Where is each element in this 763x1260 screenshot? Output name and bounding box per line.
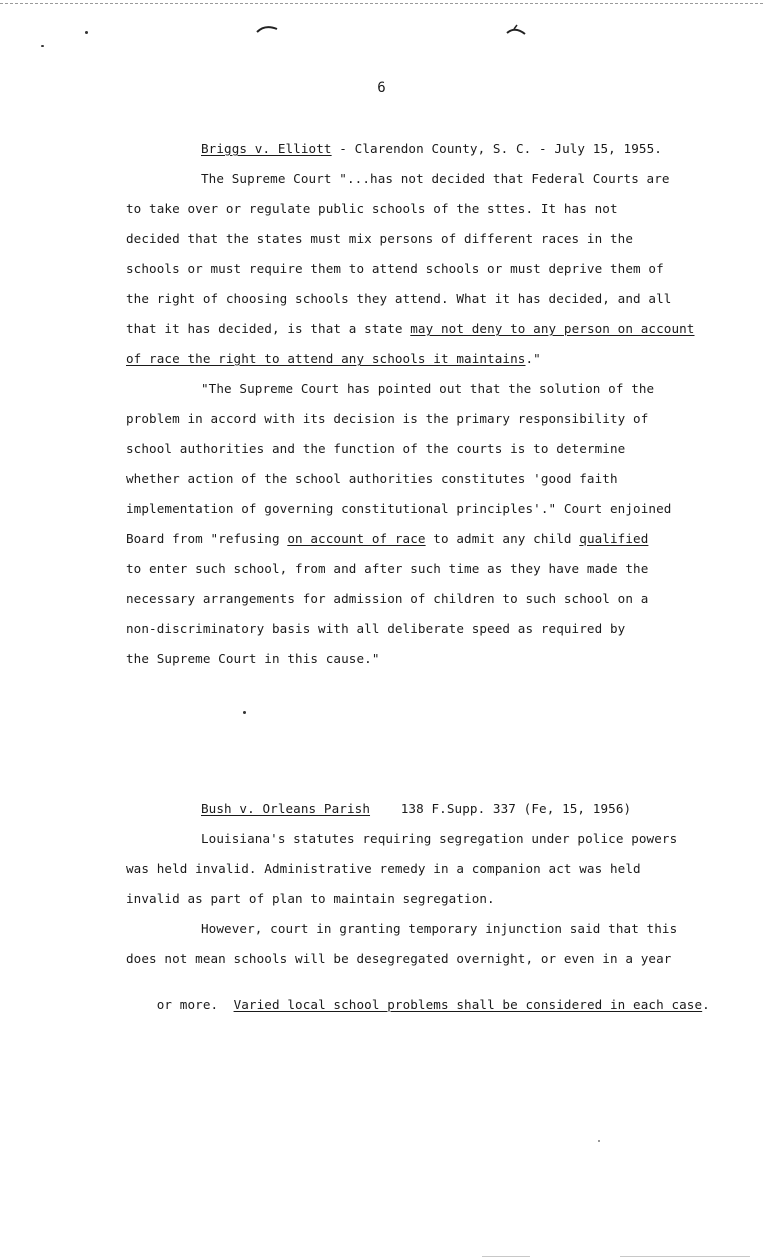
- top-perforation-edge: [0, 3, 763, 4]
- text-run: Board from "refusing: [126, 531, 288, 546]
- binder-mark-right: [505, 24, 527, 36]
- text-run: .: [702, 997, 710, 1012]
- case-name: Briggs v. Elliott: [201, 141, 332, 156]
- underlined-text: Varied local school problems shall be considered in each case: [233, 997, 703, 1012]
- paragraph-line: necessary arrangements for admission of children to such school on a: [126, 591, 649, 606]
- case-heading-bush: [201, 801, 631, 817]
- paragraph-line: decided that the states must mix persons of different races in the: [126, 231, 634, 246]
- underlined-text: qualified: [579, 531, 649, 546]
- scan-speck: [598, 1140, 600, 1142]
- paragraph-line: "The Supreme Court has pointed out that the solution of the: [201, 381, 655, 396]
- paragraph-line: implementation of governing constitutional principles'." Court enjoined: [126, 501, 672, 516]
- paragraph-line: was held invalid. Administrative remedy in a companion act was held: [126, 861, 641, 876]
- paragraph-line: the Supreme Court in this cause.": [126, 651, 380, 666]
- case-name: Bush v. Orleans Parish: [201, 801, 371, 816]
- paragraph-line: does not mean schools will be desegregated overnight, or even in a year: [126, 951, 672, 966]
- case-citation: 138 F.Supp. 337 (Fe, 15, 1956): [370, 801, 632, 816]
- scan-edge-rule: [620, 1256, 750, 1257]
- underlined-text: may not deny to any person on account: [410, 321, 695, 336]
- scan-speck: [41, 45, 44, 47]
- paragraph-line: Louisiana's statutes requiring segregation under police powers: [201, 831, 678, 846]
- scan-speck: [243, 711, 246, 714]
- paragraph-line: [126, 351, 541, 367]
- underlined-text: of race the right to attend any schools it maintains: [126, 351, 526, 366]
- underlined-text: on account of race: [287, 531, 426, 546]
- text-run: that it has decided, is that a state: [126, 321, 411, 336]
- text-run: .": [525, 351, 541, 366]
- paragraph-line: non-discriminatory basis with all deliberate speed as required by: [126, 621, 626, 636]
- paragraph-line: school authorities and the function of the courts is to determine: [126, 441, 626, 456]
- text-run: or more.: [156, 997, 234, 1012]
- paragraph-line: [126, 981, 710, 1029]
- paragraph-line: the right of choosing schools they attend. What it has decided, and all: [126, 291, 672, 306]
- page-number: 6: [377, 80, 386, 96]
- paragraph-line: problem in accord with its decision is the primary responsibility of: [126, 411, 649, 426]
- paragraph-line: [126, 531, 648, 547]
- scan-edge-rule: [482, 1256, 530, 1257]
- case-citation: - Clarendon County, S. C. - July 15, 1955.: [331, 141, 662, 156]
- paragraph-line: However, court in granting temporary injunction said that this: [201, 921, 678, 936]
- paragraph-line: schools or must require them to attend schools or must deprive them of: [126, 261, 664, 276]
- paragraph-line: to enter such school, from and after such time as they have made the: [126, 561, 649, 576]
- paragraph-line: to take over or regulate public schools of the sttes. It has not: [126, 201, 618, 216]
- paragraph-line: [126, 321, 695, 337]
- case-heading-briggs: [201, 141, 662, 157]
- binder-mark-left: [255, 24, 279, 34]
- paragraph-line: whether action of the school authorities constitutes 'good faith: [126, 471, 618, 486]
- paragraph-line: invalid as part of plan to maintain segregation.: [126, 891, 495, 906]
- paragraph-line: The Supreme Court "...has not decided that Federal Courts are: [201, 171, 670, 186]
- scan-speck: [85, 31, 88, 34]
- text-run: to admit any child: [425, 531, 580, 546]
